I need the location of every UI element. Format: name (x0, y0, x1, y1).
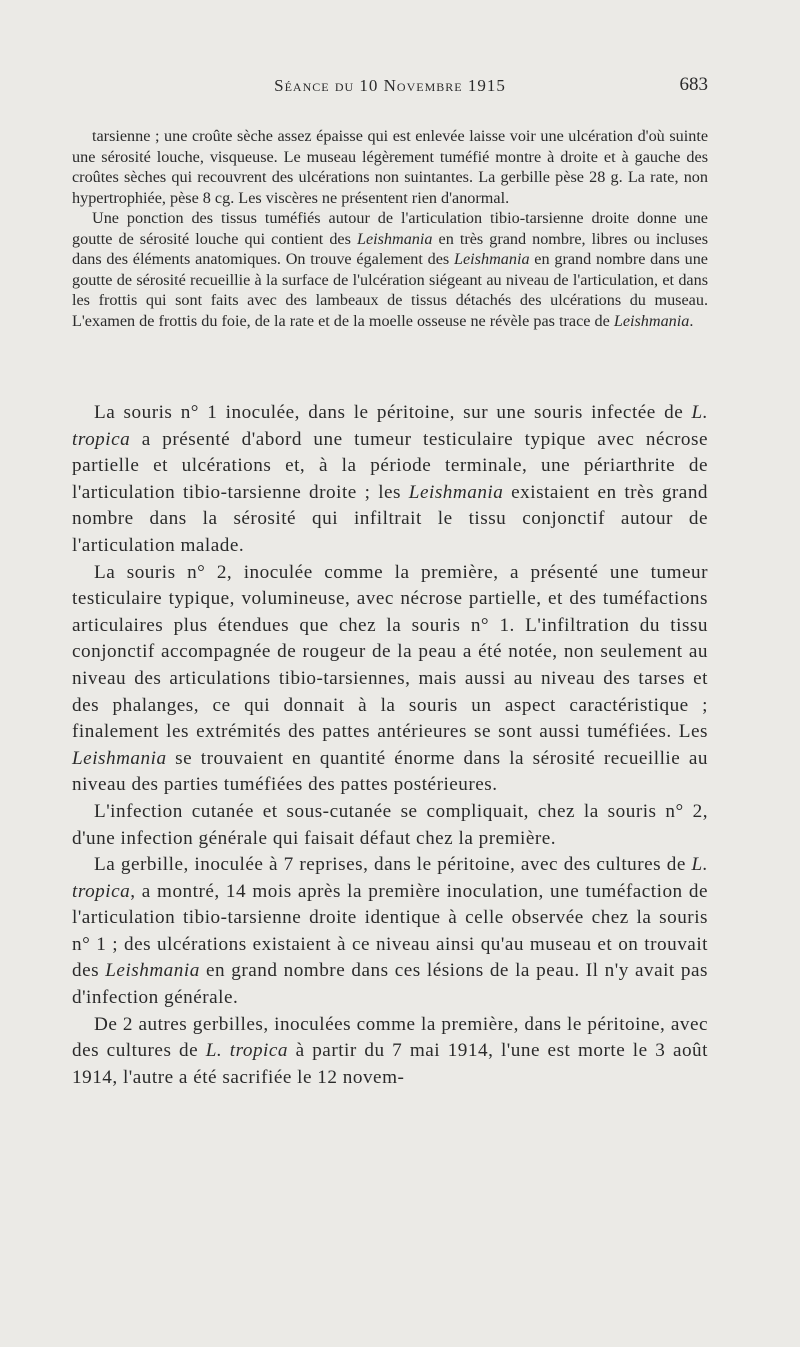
text-run: en grand nombre dans ces lésions de la peau. Il n'y avait pas d'infection générale. (72, 960, 709, 1009)
italic-text-run: Leishmania (72, 747, 167, 769)
page-header (72, 72, 708, 102)
paragraph (72, 1012, 708, 1092)
running-title: Séance du 10 Novembre 1915 (274, 76, 506, 95)
text-run: La souris n° 1 inoculée, dans le péritoine, sur une souris infectée de (94, 402, 692, 423)
text-run: La gerbille, inoculée à 7 reprises, dans le péritoine, avec des cultures de (94, 854, 692, 876)
italic-text-run: L. tropica (72, 854, 708, 902)
text-run: Une ponction des tissus tuméfiés autour de l'articulation tibio-tarsienne droite donne une goutte de sérosité louche qui contient des (72, 209, 708, 248)
text-run: tarsienne ; une croûte sèche assez épaisse qui est enlevée laisse voir une ulcération d'où suinte une sérosité louche, visqueuse. Le museau légèrement tuméfié montre à droite et à gauche des croûtes sèches qui recouvrent des ulcérations non suintantes. La gerbille pèse 28 g. La rate, non hypertrophiée, pèse 8 cg. Les viscères ne présentent rien d'anormal. (72, 127, 708, 207)
text-run: a présenté d'abord une tumeur testiculaire typique avec nécrose partielle et ulcérations et, à la période terminale, une périarthrite de l'articulation tibio-tarsienne droite ; les (72, 428, 708, 503)
text-run: . (689, 311, 694, 330)
italic-text-run: Leishmania (613, 311, 690, 330)
paragraph (72, 852, 708, 1012)
italic-text-run: Leishmania (453, 250, 530, 268)
italic-text-run: Leishmania (105, 960, 200, 982)
paragraph (72, 400, 708, 560)
italic-text-run: Leishmania (356, 229, 433, 248)
italic-text-run: L. tropica (72, 402, 708, 450)
italic-text-run: L. tropica (205, 1040, 288, 1062)
italic-text-run: Leishmania (408, 481, 504, 503)
body-text-section (72, 400, 708, 1091)
paragraph (72, 126, 708, 208)
paragraph (72, 208, 708, 331)
paragraph (72, 560, 708, 799)
text-run: en grand nombre dans une goutte de sérosité recueillie à la surface de l'ulcération siégeant au niveau de l'articulation, et dans les frottis qui sont faits avec des lambeaux de tissus détachés des ulcérations du museau. L'examen de frottis du foie, de la rate et de la moelle osseuse ne révèle pas trace de (72, 250, 708, 330)
text-run: se trouvaient en quantité énorme dans la sérosité recueillie au niveau des parties tuméfiées des pattes postérieures. (72, 747, 708, 796)
text-run: L'infection cutanée et sous-cutanée se compliquait, chez la souris n° 2, d'une infection générale qui faisait défaut chez la première. (72, 800, 708, 849)
text-run: en très grand nombre, libres ou incluses dans des éléments anatomiques. On trouve également des (72, 229, 708, 268)
text-run: De 2 autres gerbilles, inoculées comme la première, dans le péritoine, avec des cultures de (72, 1013, 708, 1062)
page-number: 683 (679, 74, 708, 95)
text-run: existaient en très grand nombre dans la sérosité qui infiltrait le tissu conjonctif autour de l'articulation malade. (72, 481, 709, 556)
text-run: , a montré, 14 mois après la première inoculation, une tuméfaction de l'articulation tibio-tarsienne droite identique à celle observée chez la souris n° 1 ; des ulcérations existaient à ce niveau ainsi qu'au museau et on trouvait des (72, 880, 708, 982)
text-run: La souris n° 2, inoculée comme la première, a présenté une tumeur testiculaire typique, volumineuse, avec nécrose partielle, et des tuméfactions articulaires plus étendues que chez la souris n° 1. L'infiltration du tissu conjonctif accompagnée de rougeur de la peau a été notée, non seulement au niveau des articulations tibio-tarsiennes, mais aussi au niveau des tarses et des phalanges, ce qui donnait à la souris un aspect caractéristique ; finalement les extrémités des pattes antérieures se sont aussi tuméfiées. Les (72, 561, 708, 743)
text-run: à partir du 7 mai 1914, l'une est morte le 3 août 1914, l'autre a été sacrifiée le 12 novem- (72, 1040, 708, 1088)
small-print-section (72, 126, 708, 331)
paragraph (72, 799, 708, 852)
